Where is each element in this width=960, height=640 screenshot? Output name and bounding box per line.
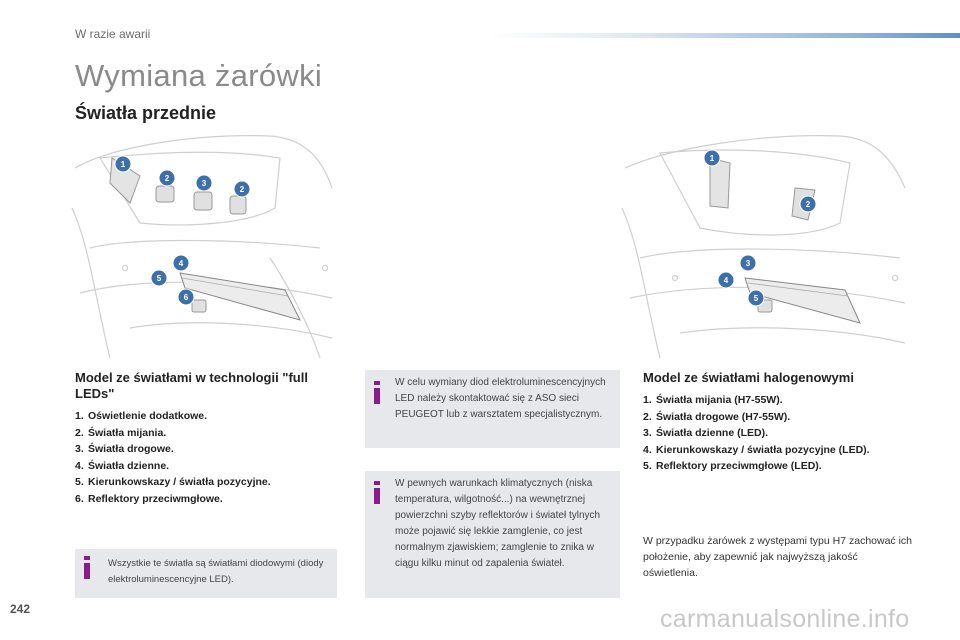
note-text: Wszystkie te światła są światłami diodowymi (diody elektroluminescencyjne LED). (108, 558, 324, 585)
svg-text:2: 2 (805, 200, 811, 209)
list-item: 1. Oświetlenie dodatkowe. (75, 410, 208, 422)
list-item: 6. Reflektory przeciwmgłowe. (75, 492, 223, 505)
led-model-list (75, 408, 350, 507)
list-item: 4. Światła dzienne. (75, 459, 170, 472)
svg-text:1: 1 (709, 154, 715, 163)
section-label: W razie awarii (75, 27, 151, 41)
svg-text:6: 6 (183, 293, 189, 302)
list-item: 2. Światła drogowe (H7-55W). (643, 410, 791, 423)
halogen-headlamp-illustration (620, 128, 910, 364)
page-number: 242 (10, 602, 31, 616)
svg-text:2: 2 (239, 185, 245, 194)
h7-note: W przypadku żarówek z występami typu H7 zachować ich położenie, aby zapewnić jak najwyższą jakość oświetlenia. (643, 535, 913, 579)
note-fogging (365, 471, 620, 598)
info-icon (374, 388, 380, 404)
callout-1 (704, 150, 720, 166)
watermark: carmanualsonline.info (660, 605, 910, 633)
callout-3 (196, 175, 212, 191)
svg-text:3: 3 (201, 179, 207, 188)
list-item: 1. Światła mijania (H7-55W). (643, 394, 783, 406)
list-item: 2. Światła mijania. (75, 426, 167, 439)
halogen-model-heading: Model ze światłami halogenowymi (643, 370, 854, 385)
info-icon (374, 488, 380, 504)
svg-text:5: 5 (753, 294, 759, 303)
halogen-model-list (643, 392, 913, 475)
note-text: W celu wymiany diod elektroluminescencyjnych LED należy skontaktować się z ASO sieci PEUGEOT lub z warsztatem specjalistycznym. (395, 377, 606, 420)
list-item: 5. Reflektory przeciwmgłowe (LED). (643, 460, 822, 472)
svg-text:2: 2 (164, 174, 170, 183)
callout-2 (800, 196, 816, 212)
callout-2b (234, 181, 250, 197)
list-item: 3. Światła drogowe. (75, 443, 174, 455)
svg-text:4: 4 (178, 259, 184, 268)
callout-4 (718, 272, 734, 288)
note-led-replacement (365, 370, 620, 448)
page-title: Wymiana żarówki (75, 58, 323, 93)
note-text: W pewnych warunkach klimatycznych (niska temperatura, wilgotność...) na wewnętrznej powierzchni szyby reflektorów i świateł tylnych może pojawić się lekkie zamglenie, co jest normalnym zjawiskiem; zamglenie to znika w ciągu kilku minut od zapalenia świateł. (395, 478, 601, 569)
note-all-led (75, 549, 337, 598)
list-item: 4. Kierunkowskazy / światła pozycyjne (LED). (643, 443, 870, 456)
list-item: 5. Kierunkowskazy / światła pozycyjne. (75, 476, 271, 488)
header-bar (490, 33, 960, 38)
callout-4 (173, 255, 189, 271)
svg-text:4: 4 (723, 276, 729, 285)
info-icon (84, 563, 90, 579)
svg-text:1: 1 (120, 160, 126, 169)
callout-5 (151, 270, 167, 286)
svg-text:5: 5 (156, 274, 162, 283)
callout-6 (178, 289, 194, 305)
list-item: 3. Światła dzienne (LED). (643, 427, 769, 439)
callout-5 (748, 290, 764, 306)
callout-3 (740, 255, 756, 271)
svg-text:3: 3 (745, 259, 751, 268)
callout-1 (115, 156, 131, 172)
callout-2 (159, 170, 175, 186)
page-subtitle: Światła przednie (75, 103, 217, 123)
led-headlamp-illustration (70, 128, 338, 364)
led-model-heading: Model ze światłami w technologii "full LEDs" (75, 370, 308, 401)
